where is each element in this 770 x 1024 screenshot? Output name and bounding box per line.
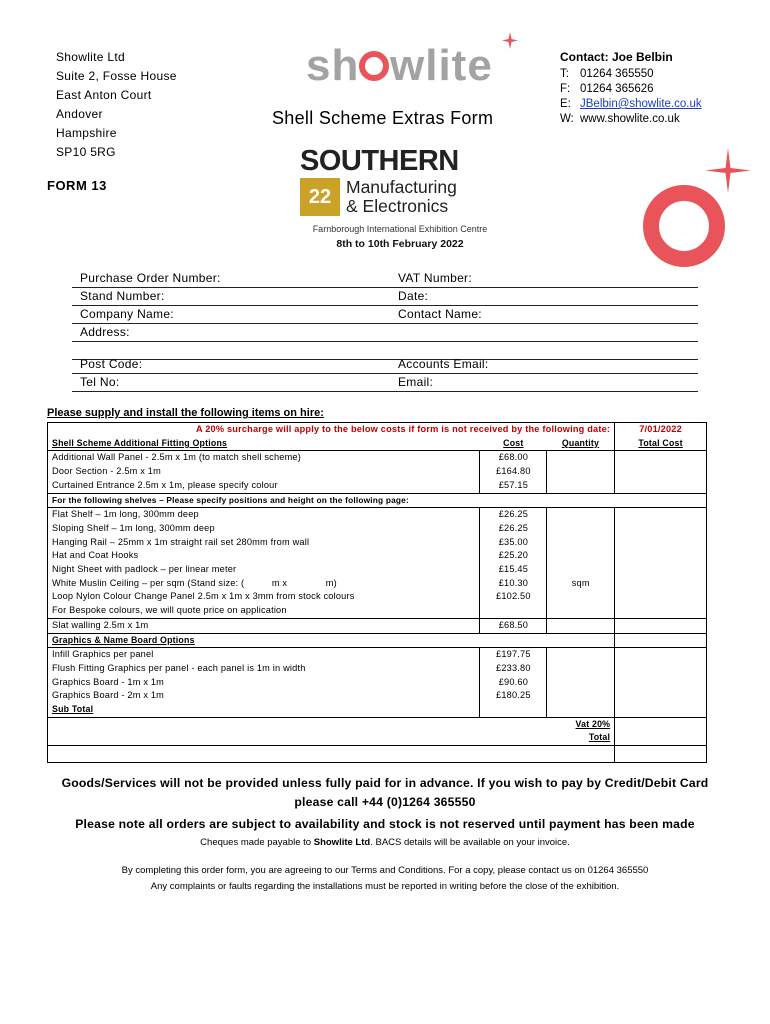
total-cell[interactable] (615, 577, 707, 591)
quantity-cell[interactable] (547, 604, 615, 618)
address-line: Showlite Ltd (56, 50, 125, 64)
event-dates: 8th to 10th February 2022 (336, 238, 464, 250)
table-row (48, 746, 707, 763)
payment-terms (40, 774, 730, 895)
total-cell[interactable] (615, 549, 707, 563)
complaints-note: Any complaints or faults regarding the installations must be reported in writing before the close of the exhibition. (150, 881, 620, 892)
item-description: Door Section - 2.5m x 1m (48, 465, 480, 479)
contact-phone: T: 01264 365550 (560, 68, 654, 80)
total-cell[interactable] (615, 689, 707, 703)
items-table (47, 422, 707, 763)
item-cost: £68.50 (480, 618, 547, 633)
payment-notice: Goods/Services will not be provided unless fully paid for in advance. If you wish to pay by Credit/Debit Card (61, 776, 709, 790)
contact-heading: Contact: Joe Belbin (560, 50, 673, 64)
item-description: Additional Wall Panel - 2.5m x 1m (to match shell scheme) (48, 451, 480, 465)
cheques-note: Cheques made payable to Showlite Ltd. BACS details will be available on your invoice. (200, 837, 570, 848)
address-line: Hampshire (56, 126, 117, 140)
field-label: Date: (398, 289, 429, 303)
quantity-header: Quantity (561, 437, 600, 448)
vat-cell[interactable] (615, 717, 707, 731)
quantity-unit[interactable]: sqm (547, 577, 615, 591)
vat-label: Vat 20% (48, 717, 615, 731)
terms-note: By completing this order form, you are agreeing to our Terms and Conditions. For a copy, please contact us on 01264 365550 (121, 865, 649, 876)
quantity-cell[interactable] (547, 689, 615, 703)
event-name: SOUTHERN (300, 145, 459, 177)
svg-text:wlite: wlite (390, 41, 493, 90)
payment-phone: please call +44 (0)1264 365550 (294, 795, 476, 809)
grand-total-cell[interactable] (615, 731, 707, 745)
item-description: Curtained Entrance 2.5m x 1m, please specify colour (48, 479, 480, 493)
item-cost: £25.20 (480, 549, 547, 563)
cost-header: Cost (503, 437, 524, 448)
order-details-fields (72, 270, 698, 360)
table-row (48, 590, 707, 604)
address-line: Andover (56, 107, 103, 121)
item-cost: £15.45 (480, 563, 547, 577)
item-cost: £26.25 (480, 522, 547, 536)
section-heading: Graphics & Name Board Options (48, 633, 480, 648)
decorative-ring-icon (640, 148, 760, 278)
item-cost: £180.25 (480, 689, 547, 703)
total-cell[interactable] (615, 522, 707, 536)
item-cost: £35.00 (480, 536, 547, 550)
company-address (56, 48, 177, 162)
total-cell[interactable] (615, 479, 707, 493)
quantity-cell[interactable] (547, 590, 615, 604)
svg-text:sh: sh (306, 41, 360, 90)
subtotal-label: Sub Total (48, 703, 480, 717)
table-row (48, 563, 707, 577)
field-label: Company Name: (80, 307, 174, 321)
total-cell[interactable] (615, 618, 707, 633)
event-logo (300, 146, 500, 250)
address-line: SP10 5RG (56, 145, 116, 159)
quantity-cell[interactable] (547, 465, 615, 479)
address-line: Suite 2, Fosse House (56, 69, 177, 83)
quantity-cell[interactable] (547, 618, 615, 633)
table-row (48, 604, 707, 618)
deadline-date: 7/01/2022 (615, 423, 707, 437)
table-row (48, 423, 707, 437)
quantity-cell[interactable] (547, 451, 615, 465)
item-description: Flush Fitting Graphics per panel - each panel is 1m in width (48, 662, 480, 676)
table-row (48, 465, 707, 479)
availability-notice: Please note all orders are subject to availability and stock is not reserved until payment has been made (75, 817, 695, 831)
field-label: Purchase Order Number: (80, 271, 221, 285)
item-cost: £102.50 (480, 590, 547, 604)
shelves-note: For the following shelves – Please specify positions and height on the following page: (48, 493, 707, 508)
item-cost: £68.00 (480, 451, 547, 465)
total-cell[interactable] (615, 648, 707, 662)
supply-heading: Please supply and install the following items on hire: (47, 407, 324, 419)
item-cost: £26.25 (480, 508, 547, 522)
total-cell[interactable] (615, 451, 707, 465)
field-label: Post Code: (80, 357, 143, 371)
total-cell[interactable] (615, 662, 707, 676)
quantity-cell[interactable] (547, 536, 615, 550)
table-row (48, 618, 707, 633)
total-cell[interactable] (615, 563, 707, 577)
quantity-cell[interactable] (547, 648, 615, 662)
table-row (48, 493, 707, 508)
contact-email: E: JBelbin@showlite.co.uk (560, 98, 702, 110)
contact-details-fields (72, 356, 698, 392)
quantity-cell[interactable] (547, 522, 615, 536)
item-description: Night Sheet with padlock – per linear meter (48, 563, 480, 577)
table-row (48, 633, 707, 648)
table-row (48, 689, 707, 703)
quantity-cell[interactable] (547, 563, 615, 577)
table-row (48, 536, 707, 550)
item-description: Infill Graphics per panel (48, 648, 480, 662)
event-subtitle: & Electronics (346, 196, 449, 216)
address-line: East Anton Court (56, 88, 152, 102)
total-cell[interactable] (615, 604, 707, 618)
section-heading: Shell Scheme Additional Fitting Options (48, 437, 480, 451)
item-description: Graphics Board - 1m x 1m (48, 676, 480, 690)
quantity-cell[interactable] (547, 662, 615, 676)
item-description: White Muslin Ceiling – per sqm (Stand size: ( m x m) (48, 577, 480, 591)
item-description: Hanging Rail – 25mm x 1m straight rail set 280mm from wall (48, 536, 480, 550)
item-description: Graphics Board - 2m x 1m (48, 689, 480, 703)
item-description: Hat and Coat Hooks (48, 549, 480, 563)
form-number: FORM 13 (47, 178, 107, 193)
contact-fax: F: 01264 365626 (560, 83, 654, 95)
quantity-cell[interactable] (547, 508, 615, 522)
surcharge-notice: A 20% surcharge will apply to the below costs if form is not received by the following date: (48, 423, 615, 437)
item-description: Flat Shelf – 1m long, 300mm deep (48, 508, 480, 522)
item-description: For Bespoke colours, we will quote price on application (48, 604, 480, 618)
field-label: Stand Number: (80, 289, 165, 303)
table-row (48, 662, 707, 676)
event-year-badge: 22 (300, 178, 340, 216)
subtotal-cell[interactable] (615, 703, 707, 717)
item-cost: £233.80 (480, 662, 547, 676)
total-cell[interactable] (615, 536, 707, 550)
table-row (48, 451, 707, 465)
item-cost: £10.30 (480, 577, 547, 591)
total-cell[interactable] (615, 590, 707, 604)
table-row (48, 437, 707, 451)
quantity-cell[interactable] (547, 479, 615, 493)
item-cost: £164.80 (480, 465, 547, 479)
quantity-cell[interactable] (547, 676, 615, 690)
table-row (48, 648, 707, 662)
field-label: Accounts Email: (398, 357, 489, 371)
table-row (48, 479, 707, 493)
table-row (48, 676, 707, 690)
total-cell[interactable] (615, 676, 707, 690)
contact-web: W: www.showlite.co.uk (560, 113, 680, 125)
event-venue: Farnborough International Exhibition Centre (312, 224, 488, 234)
contact-block (560, 50, 702, 127)
item-description: Sloping Shelf – 1m long, 300mm deep (48, 522, 480, 536)
total-cell[interactable] (615, 465, 707, 479)
item-cost: £57.15 (480, 479, 547, 493)
field-label (398, 324, 698, 341)
item-cost: £90.60 (480, 676, 547, 690)
quantity-cell[interactable] (547, 549, 615, 563)
table-row (48, 703, 707, 717)
field-label: VAT Number: (398, 271, 472, 285)
table-row (48, 717, 707, 731)
form-title: Shell Scheme Extras Form (272, 108, 494, 128)
item-description: Loop Nylon Colour Change Panel 2.5m x 1m x 3mm from stock colours (48, 590, 480, 604)
event-subtitle: Manufacturing (346, 177, 457, 197)
total-label: Total (48, 731, 615, 745)
field-label: Contact Name: (398, 307, 482, 321)
table-row (48, 522, 707, 536)
field-label: Email: (398, 375, 434, 389)
email-link[interactable]: JBelbin@showlite.co.uk (580, 98, 702, 110)
showlite-logo-graphic (302, 32, 522, 92)
total-cell[interactable] (615, 508, 707, 522)
table-row (48, 549, 707, 563)
table-row (48, 508, 707, 522)
item-cost: £197.75 (480, 648, 547, 662)
field-label: Address: (80, 325, 130, 339)
table-row (48, 577, 707, 591)
field-label: Tel No: (80, 375, 120, 389)
table-row (48, 731, 707, 745)
total-header: Total Cost (615, 437, 707, 451)
showlite-logo (302, 32, 522, 92)
item-description: Slat walling 2.5m x 1m (48, 618, 480, 633)
